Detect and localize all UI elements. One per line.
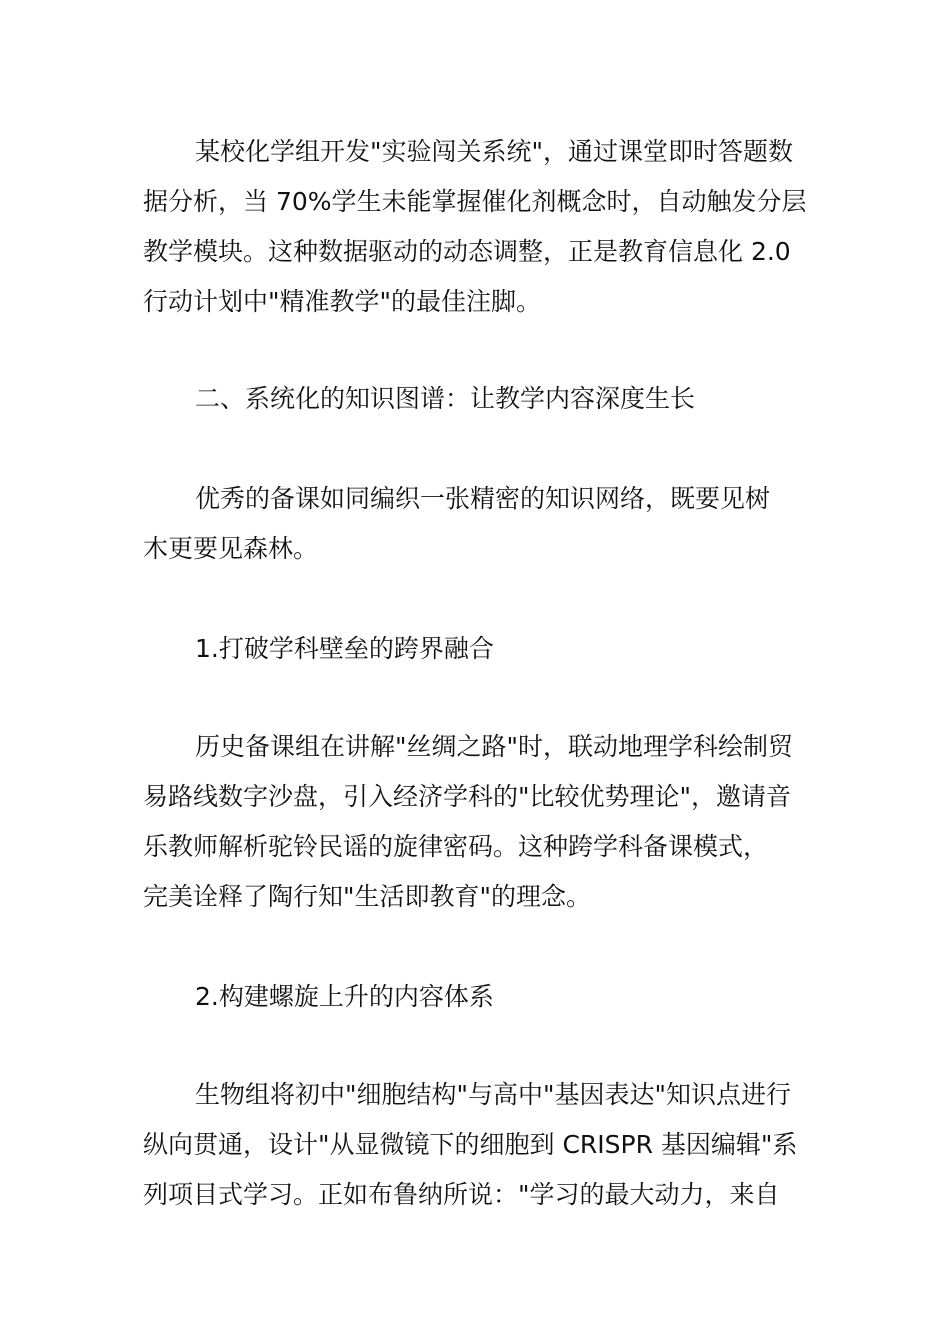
paragraph-biology-group [143, 1070, 813, 1220]
subheading-text: 1.打破学科壁垒的跨界融合 [195, 634, 494, 663]
subheading-spiral-content [143, 972, 813, 1022]
heading-text: 二、系统化的知识图谱：让教学内容深度生长 [195, 384, 696, 413]
paragraph-line: 历史备课组在讲解"丝绸之路"时，联动地理学科绘制贸 [195, 732, 794, 761]
paragraph-line: 完美诠释了陶行知"生活即教育"的理念。 [143, 882, 591, 911]
paragraph-line: 生物组将初中"细胞结构"与高中"基因表达"知识点进行 [195, 1080, 791, 1109]
paragraph-line: 行动计划中"精准教学"的最佳注脚。 [143, 287, 541, 316]
paragraph-line: 教学模块。这种数据驱动的动态调整，正是教育信息化 2.0 [143, 237, 791, 266]
section-heading-knowledge-graph [143, 374, 813, 424]
paragraph-line: 乐教师解析驼铃民谣的旋律密码。这种跨学科备课模式， [143, 832, 769, 861]
paragraph-line: 纵向贯通，设计"从显微镜下的细胞到 CRISPR 基因编辑"系 [143, 1130, 798, 1159]
paragraph-knowledge-network [143, 474, 813, 574]
paragraph-line: 优秀的备课如同编织一张精密的知识网络，既要见树 [195, 484, 771, 513]
paragraph-silk-road [143, 722, 813, 922]
paragraph-line: 列项目式学习。正如布鲁纳所说："学习的最大动力，来自 [143, 1180, 780, 1209]
paragraph-line: 易路线数字沙盘，引入经济学科的"比较优势理论"，邀请音 [143, 782, 792, 811]
subheading-interdisciplinary [143, 624, 813, 674]
paragraph-chemistry-system [143, 127, 813, 327]
paragraph-line: 某校化学组开发"实验闯关系统"，通过课堂即时答题数 [195, 137, 794, 166]
subheading-text: 2.构建螺旋上升的内容体系 [195, 982, 494, 1011]
paragraph-line: 木更要见森林。 [143, 534, 319, 563]
paragraph-line: 据分析，当 70%学生未能掌握催化剂概念时，自动触发分层 [143, 187, 807, 216]
